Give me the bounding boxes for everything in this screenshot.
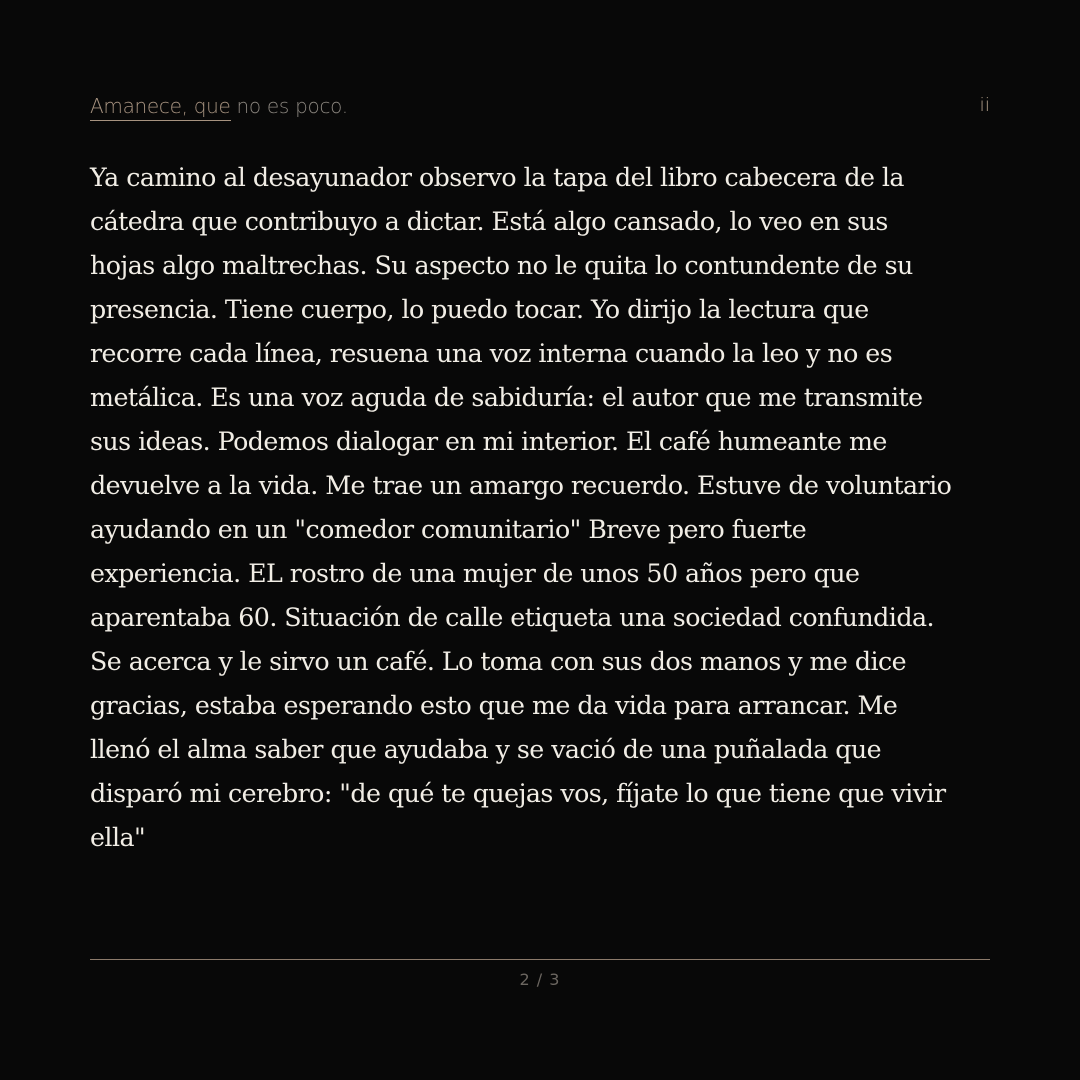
running-title (90, 94, 348, 118)
page-header (90, 94, 990, 128)
section-marker: ii (979, 94, 990, 116)
page-indicator: 2 / 3 (519, 970, 561, 989)
body-paragraph: Ya camino al desayunador observo la tapa del libro cabecera de la cátedra que contribuyo a dictar. Está algo cansado, lo veo en sus hojas algo maltrechas. Su aspecto no le quita lo contundente de su presencia. Tiene cuerpo, lo puedo tocar. Yo dirijo la lectura que recorre cada línea, resuena una voz interna cuando la leo y no es metálica. Es una voz aguda de sabiduría: el autor que me transmite sus ideas. Podemos dialogar en mi interior. El café humeante me devuelve a la vida. Me trae un amargo recuerdo. Estuve de voluntario ayudando en un "comedor comunitario" Breve pero fuerte experiencia. EL rostro de una mujer de unos 50 años pero que aparentaba 60. Situación de calle etiqueta una sociedad confundida. Se acerca y le sirvo un café. Lo toma con sus dos manos y me dice gracias, estaba esperando esto que me da vida para arrancar. Me llenó el alma saber que ayudaba y se vació de una puñalada que disparó mi cerebro: "de qué te quejas vos, fíjate lo que tiene que vivir ella" (90, 163, 952, 852)
footer-divider (90, 959, 990, 960)
running-title-accent: Amanece, que (90, 94, 231, 121)
running-title-rest: no es poco. (230, 94, 348, 118)
